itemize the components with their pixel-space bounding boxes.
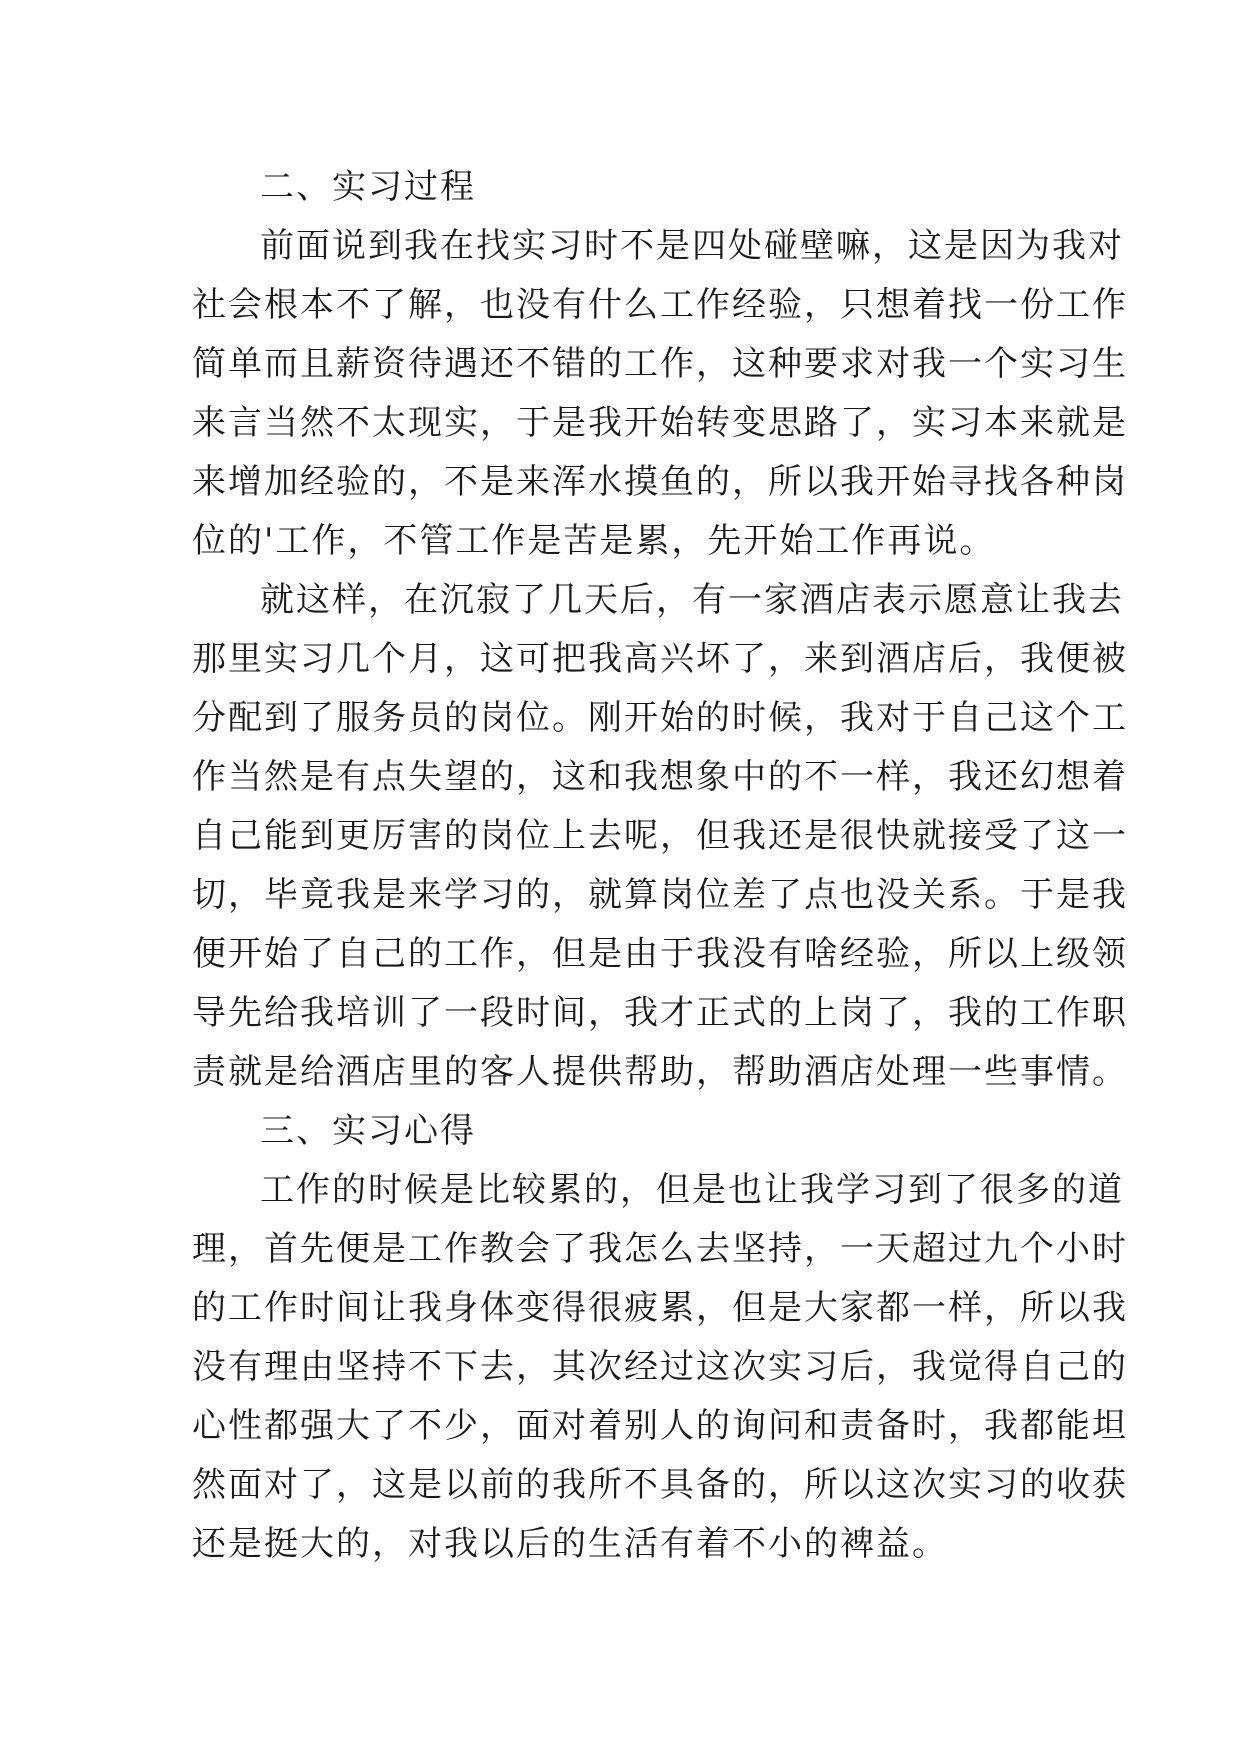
text-line: 没有理由坚持不下去，其次经过这次实习后，我觉得自己的 xyxy=(192,1347,1128,1387)
text-line: 心性都强大了不少，面对着别人的询问和责备时，我都能坦 xyxy=(192,1406,1128,1446)
section-heading-experience: 三、实习心得 xyxy=(260,1111,476,1151)
text-line: 责就是给酒店里的客人提供帮助，帮助酒店处理一些事情。 xyxy=(192,1052,1128,1092)
text-line: 的工作时间让我身体变得很疲累，但是大家都一样，所以我 xyxy=(192,1288,1128,1328)
paragraph-experience-1 xyxy=(192,1161,1128,1574)
section-heading-process: 二、实习过程 xyxy=(260,167,476,207)
text-line: 还是挺大的，对我以后的生活有着不小的裨益。 xyxy=(192,1524,948,1564)
text-line: 来增加经验的，不是来浑水摸鱼的，所以我开始寻找各种岗 xyxy=(192,462,1128,502)
text-line: 自己能到更厉害的岗位上去呢，但我还是很快就接受了这一 xyxy=(192,816,1128,856)
text-line: 然面对了，这是以前的我所不具备的，所以这次实习的收获 xyxy=(192,1465,1128,1505)
text-line: 位的'工作，不管工作是苦是累，先开始工作再说。 xyxy=(192,521,996,561)
text-line: 前面说到我在找实习时不是四处碰壁嘛，这是因为我对 xyxy=(260,226,1124,266)
text-line: 便开始了自己的工作，但是由于我没有啥经验，所以上级领 xyxy=(192,934,1128,974)
text-line: 导先给我培训了一段时间，我才正式的上岗了，我的工作职 xyxy=(192,993,1128,1033)
text-line: 工作的时候是比较累的，但是也让我学习到了很多的道 xyxy=(260,1170,1124,1210)
text-line: 社会根本不了解，也没有什么工作经验，只想着找一份工作 xyxy=(192,285,1128,325)
text-line: 那里实习几个月，这可把我高兴坏了，来到酒店后，我便被 xyxy=(192,639,1128,679)
paragraph-process-1 xyxy=(192,217,1128,571)
document-body xyxy=(192,158,1128,1574)
text-line: 来言当然不太现实，于是我开始转变思路了，实习本来就是 xyxy=(192,403,1128,443)
text-line: 分配到了服务员的岗位。刚开始的时候，我对于自己这个工 xyxy=(192,698,1128,738)
text-line: 就这样，在沉寂了几天后，有一家酒店表示愿意让我去 xyxy=(260,580,1124,620)
text-line: 切，毕竟我是来学习的，就算岗位差了点也没关系。于是我 xyxy=(192,875,1128,915)
text-line: 简单而且薪资待遇还不错的工作，这种要求对我一个实习生 xyxy=(192,344,1128,384)
text-line: 理，首先便是工作教会了我怎么去坚持，一天超过九个小时 xyxy=(192,1229,1128,1269)
paragraph-process-2 xyxy=(192,571,1128,1102)
text-line: 作当然是有点失望的，这和我想象中的不一样，我还幻想着 xyxy=(192,757,1128,797)
